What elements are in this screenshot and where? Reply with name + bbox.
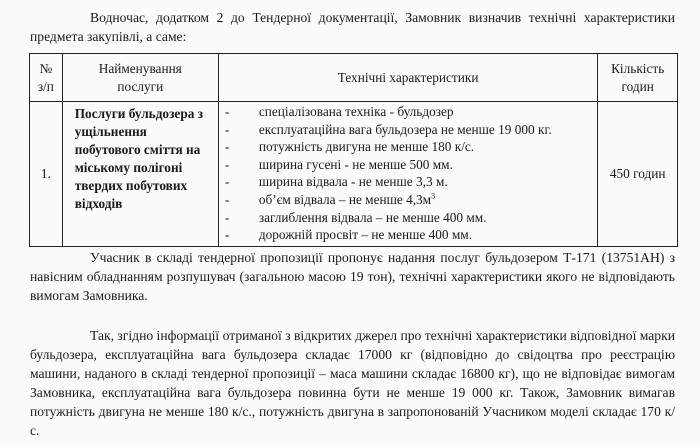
bidder-paragraph: Учасник в складі тендерної пропозиції пропонує надання послуг бульдозером Т-171 (13751АН) з навісним обладнанням розпушувач (загальною масою 19 тон), технічні характеристики якого не відповідають вимогам Замовника. [30,250,675,303]
spec-item [225,191,593,209]
spec-superscript: 3 [431,191,436,201]
spec-item [225,103,593,121]
spec-text: ширина відвала - не менше 3,3 м. [258,174,448,190]
spec-dash: - [224,227,230,243]
spec-item [225,209,593,227]
table-row [30,102,678,247]
intro-paragraph: Водночас, додатком 2 до Тендерної документації, Замовник визначив технічні характеристики предмета закупівлі, а саме: [30,10,675,44]
spec-dash: - [224,209,230,225]
header-quantity: Кількість годин [598,54,678,102]
analysis-paragraph: Так, згідно інформації отриманої з відкритих джерел про технічні характеристики відповідної марки бульдозера, експлуатаційна вага бульдозера складає 17000 кг (відповідно до свідоцтва про реєстрацію машини, наданого в складі тендерної пропозиції – маса машини складає 16800 кг), що не відповідає вимогам Замовника, експлуатаційна вага бульдозера повинна бути не менше 19 000 кг. Також, Замовник вимагав потужність двигуна не менше 180 к/с., потужність двигуна в запропонованій Учасником моделі складає 170 к/с. [30,328,675,438]
spec-dash: - [224,174,230,190]
spec-text: експлуатаційна вага бульдозера не менше 19 000 кг. [258,121,552,137]
spec-dash: - [224,104,230,119]
technical-specs-cell [218,102,597,247]
spec-text: ширина гусені - не менше 500 мм. [258,156,453,172]
header-number: № з/п [30,54,63,102]
spec-text: спеціалізована техніка - бульдозер [258,104,454,119]
spec-item [225,156,593,174]
spec-text: заглиблення відвала – не менше 400 мм. [258,209,487,225]
spec-dash: - [224,121,230,137]
spec-item [225,226,593,244]
specifications-table [29,53,678,247]
spec-item [225,121,593,139]
spec-item [225,138,593,156]
spec-text: об’єм відвала – не менше 4,3м [258,191,432,207]
spec-dash: - [224,156,230,172]
spec-text: дорожній просвіт – не менше 400 мм. [258,227,473,243]
spec-list [225,103,593,244]
quantity-hours: 450 годин [598,102,678,247]
header-service-name: Найменування послуги [62,54,218,102]
row-number: 1. [30,102,63,247]
spec-dash: - [224,139,230,155]
spec-text: потужність двигуна не менше 180 к/с. [258,139,475,155]
spec-item [225,173,593,191]
header-technical-specs: Технічні характеристики [218,54,597,102]
spec-dash: - [224,191,230,207]
table-header-row [30,54,678,102]
service-name: Послуги бульдозера з ущільнення побутового сміття на міському полігоні твердих побутових відходів [62,102,218,247]
